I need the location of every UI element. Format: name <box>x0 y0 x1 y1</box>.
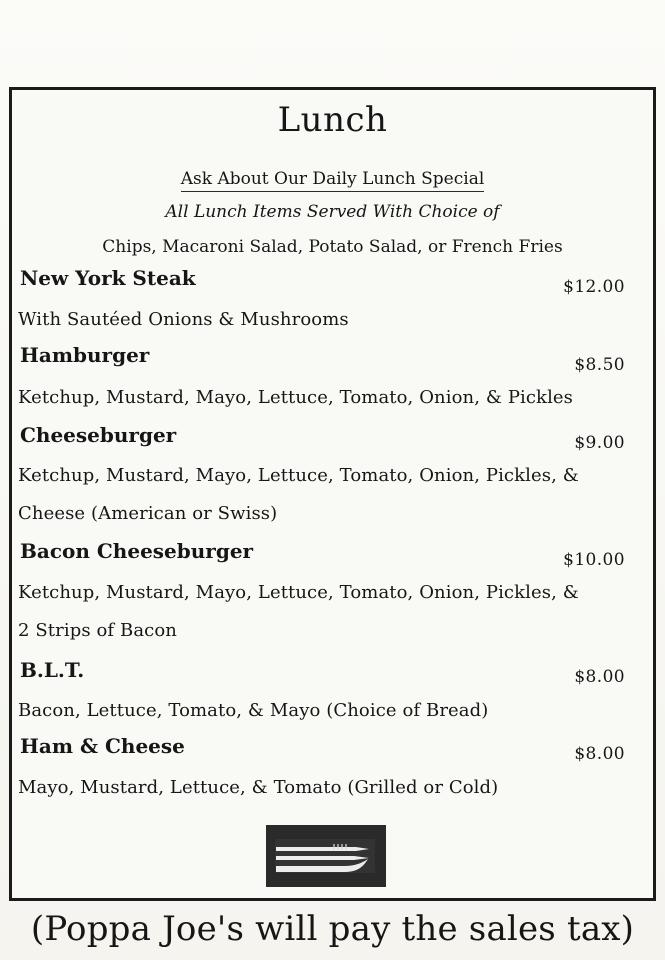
item-desc-bacon-cheeseburger-line-1: Ketchup, Mustard, Mayo, Lettuce, Tomato, Onion, Pickles, & <box>18 582 579 603</box>
item-desc-ham-cheese: Mayo, Mustard, Lettuce, & Tomato (Grilled or Cold) <box>18 777 499 798</box>
item-desc-hamburger: Ketchup, Mustard, Mayo, Lettuce, Tomato, Onion, & Pickles <box>18 387 574 408</box>
fork-knife-icon <box>266 825 386 887</box>
item-name-cheeseburger: Cheeseburger <box>20 423 177 447</box>
item-price-ham-cheese: $8.00 <box>574 744 625 764</box>
item-name-new-york-steak: New York Steak <box>20 266 196 290</box>
menu-title: Lunch <box>277 100 388 140</box>
served-with-note: All Lunch Items Served With Choice of <box>165 202 500 222</box>
item-name-blt: B.L.T. <box>20 658 85 682</box>
item-price-hamburger: $8.50 <box>574 355 625 375</box>
item-price-blt: $8.00 <box>574 667 625 687</box>
item-name-hamburger: Hamburger <box>20 343 150 367</box>
item-desc-blt: Bacon, Lettuce, Tomato, & Mayo (Choice of Bread) <box>18 700 489 721</box>
item-name-ham-cheese: Ham & Cheese <box>20 734 185 758</box>
footer-note: (Poppa Joe's will pay the sales tax) <box>30 909 635 949</box>
item-desc-cheeseburger-line-1: Ketchup, Mustard, Mayo, Lettuce, Tomato, Onion, Pickles, & <box>18 465 579 486</box>
daily-special-note-text: Ask About Our Daily Lunch Special <box>181 169 485 192</box>
item-desc-bacon-cheeseburger-line-2: 2 Strips of Bacon <box>18 620 177 641</box>
item-price-bacon-cheeseburger: $10.00 <box>563 550 625 570</box>
item-price-cheeseburger: $9.00 <box>574 433 625 453</box>
item-name-bacon-cheeseburger: Bacon Cheeseburger <box>20 539 254 563</box>
item-desc-new-york-steak: With Sautéed Onions & Mushrooms <box>18 309 349 330</box>
item-desc-cheeseburger-line-2: Cheese (American or Swiss) <box>18 503 278 524</box>
daily-special-note <box>0 169 665 189</box>
item-price-new-york-steak: $12.00 <box>563 277 625 297</box>
side-choices-note: Chips, Macaroni Salad, Potato Salad, or French Fries <box>102 237 563 257</box>
